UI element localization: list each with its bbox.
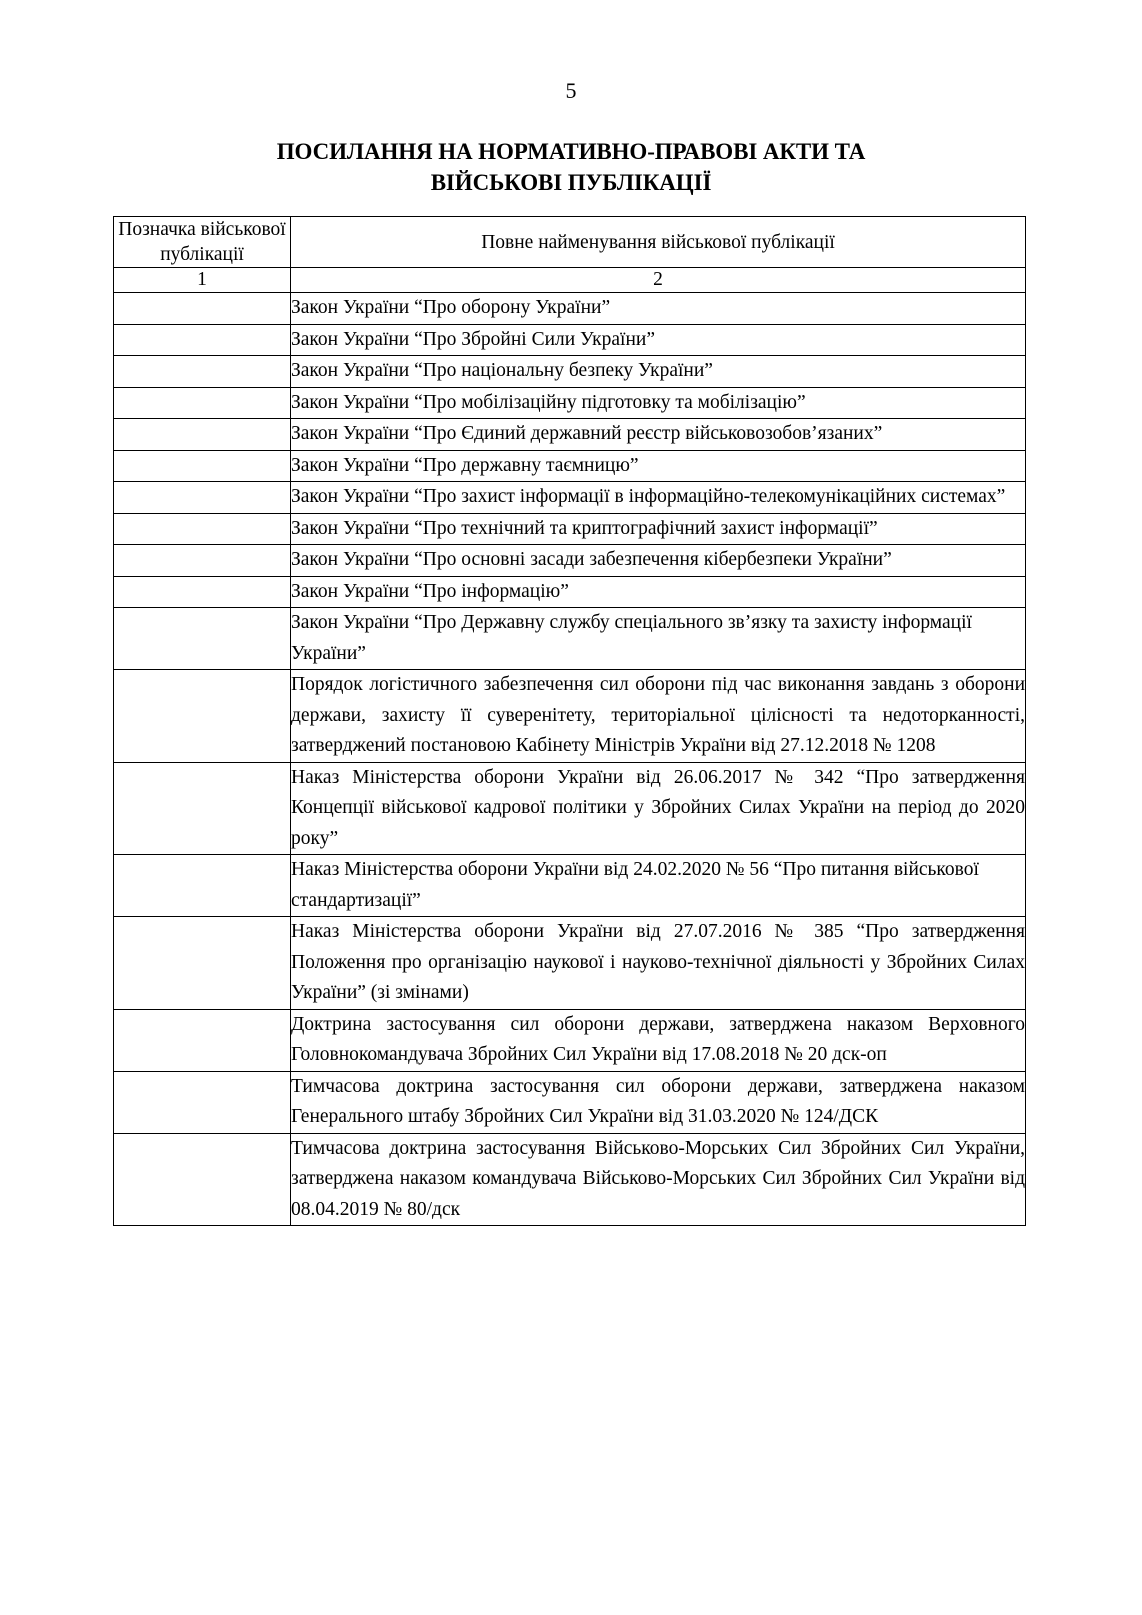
cell-publication-name: Закон України “Про технічний та криптографічний захист інформації” [291, 513, 1026, 545]
page-title-line-2: ВІЙСЬКОВІ ПУБЛІКАЦІЇ [430, 170, 712, 195]
table-row [114, 1009, 1026, 1071]
table-row [114, 293, 1026, 325]
cell-publication-name: Закон України “Про державну таємницю” [291, 450, 1026, 482]
table-row [114, 917, 1026, 1010]
table-row [114, 513, 1026, 545]
table-row [114, 670, 1026, 763]
column-header-publication-mark: Позначка військової публікації [114, 217, 291, 268]
page-title-line-1: ПОСИЛАННЯ НА НОРМАТИВНО-ПРАВОВІ АКТИ ТА [276, 139, 866, 164]
table-row [114, 855, 1026, 917]
cell-publication-mark [114, 917, 291, 1010]
cell-publication-name: Наказ Міністерства оборони України від 26.06.2017 № 342 “Про затвердження Концепції військової кадрової політики у Збройних Силах України на період до 2020 року” [291, 762, 1026, 855]
table-row [114, 450, 1026, 482]
cell-publication-name: Закон України “Про Державну службу спеціального зв’язку та захисту інформації України” [291, 608, 1026, 670]
cell-publication-name: Закон України “Про Збройні Сили України” [291, 324, 1026, 356]
cell-publication-name: Закон України “Про оборону України” [291, 293, 1026, 325]
cell-publication-mark [114, 419, 291, 451]
cell-publication-name: Доктрина застосування сил оборони держави, затверджена наказом Верховного Головнокомандувача Збройних Сил України від 17.08.2018 № 20 дск-оп [291, 1009, 1026, 1071]
table-row [114, 387, 1026, 419]
cell-publication-mark [114, 762, 291, 855]
column-number-1: 1 [114, 268, 291, 293]
cell-publication-mark [114, 293, 291, 325]
table-row [114, 324, 1026, 356]
references-table [113, 216, 1026, 1226]
cell-publication-name: Закон України “Про національну безпеку України” [291, 356, 1026, 388]
table-row [114, 608, 1026, 670]
table-row [114, 482, 1026, 514]
cell-publication-name: Закон України “Про захист інформації в інформаційно-телекомунікаційних системах” [291, 482, 1026, 514]
column-number-row [114, 268, 1026, 293]
table-row [114, 1133, 1026, 1226]
table-row [114, 419, 1026, 451]
cell-publication-name: Наказ Міністерства оборони України від 27.07.2016 № 385 “Про затвердження Положення про організацію наукової і науково-технічної діяльності у Збройних Силах України” (зі змінами) [291, 917, 1026, 1010]
cell-publication-name: Тимчасова доктрина застосування Військово-Морських Сил Збройних Сил України, затверджена наказом командувача Військово-Морських Сил Збройних Сил України від 08.04.2019 № 80/дск [291, 1133, 1026, 1226]
page-number: 5 [565, 78, 577, 103]
cell-publication-name: Наказ Міністерства оборони України від 24.02.2020 № 56 “Про питання військової стандартизації” [291, 855, 1026, 917]
cell-publication-name: Закон України “Про Єдиний державний реєстр військовозобов’язаних” [291, 419, 1026, 451]
table-row [114, 545, 1026, 577]
cell-publication-mark [114, 513, 291, 545]
cell-publication-mark [114, 387, 291, 419]
table-row [114, 356, 1026, 388]
cell-publication-mark [114, 450, 291, 482]
cell-publication-mark [114, 356, 291, 388]
cell-publication-mark [114, 608, 291, 670]
cell-publication-mark [114, 855, 291, 917]
column-header-publication-name: Повне найменування військової публікації [291, 217, 1026, 268]
column-number-2: 2 [291, 268, 1026, 293]
table-row [114, 576, 1026, 608]
cell-publication-name: Закон України “Про основні засади забезпечення кібербезпеки України” [291, 545, 1026, 577]
cell-publication-mark [114, 482, 291, 514]
cell-publication-name: Закон України “Про мобілізаційну підготовку та мобілізацію” [291, 387, 1026, 419]
page-title [171, 136, 971, 198]
cell-publication-mark [114, 576, 291, 608]
cell-publication-mark [114, 1133, 291, 1226]
cell-publication-mark [114, 1071, 291, 1133]
cell-publication-name: Порядок логістичного забезпечення сил оборони під час виконання завдань з оборони держави, захисту її суверенітету, територіальної цілісності та недоторканності, затверджений постановою Кабінету Міністрів України від 27.12.2018 № 1208 [291, 670, 1026, 763]
cell-publication-mark [114, 324, 291, 356]
table-row [114, 762, 1026, 855]
cell-publication-name: Тимчасова доктрина застосування сил оборони держави, затверджена наказом Генерального штабу Збройних Сил України від 31.03.2020 № 124/ДСК [291, 1071, 1026, 1133]
cell-publication-mark [114, 545, 291, 577]
table-body [114, 293, 1026, 1226]
cell-publication-name: Закон України “Про інформацію” [291, 576, 1026, 608]
cell-publication-mark [114, 670, 291, 763]
table-header-row [114, 217, 1026, 268]
cell-publication-mark [114, 1009, 291, 1071]
table-row [114, 1071, 1026, 1133]
